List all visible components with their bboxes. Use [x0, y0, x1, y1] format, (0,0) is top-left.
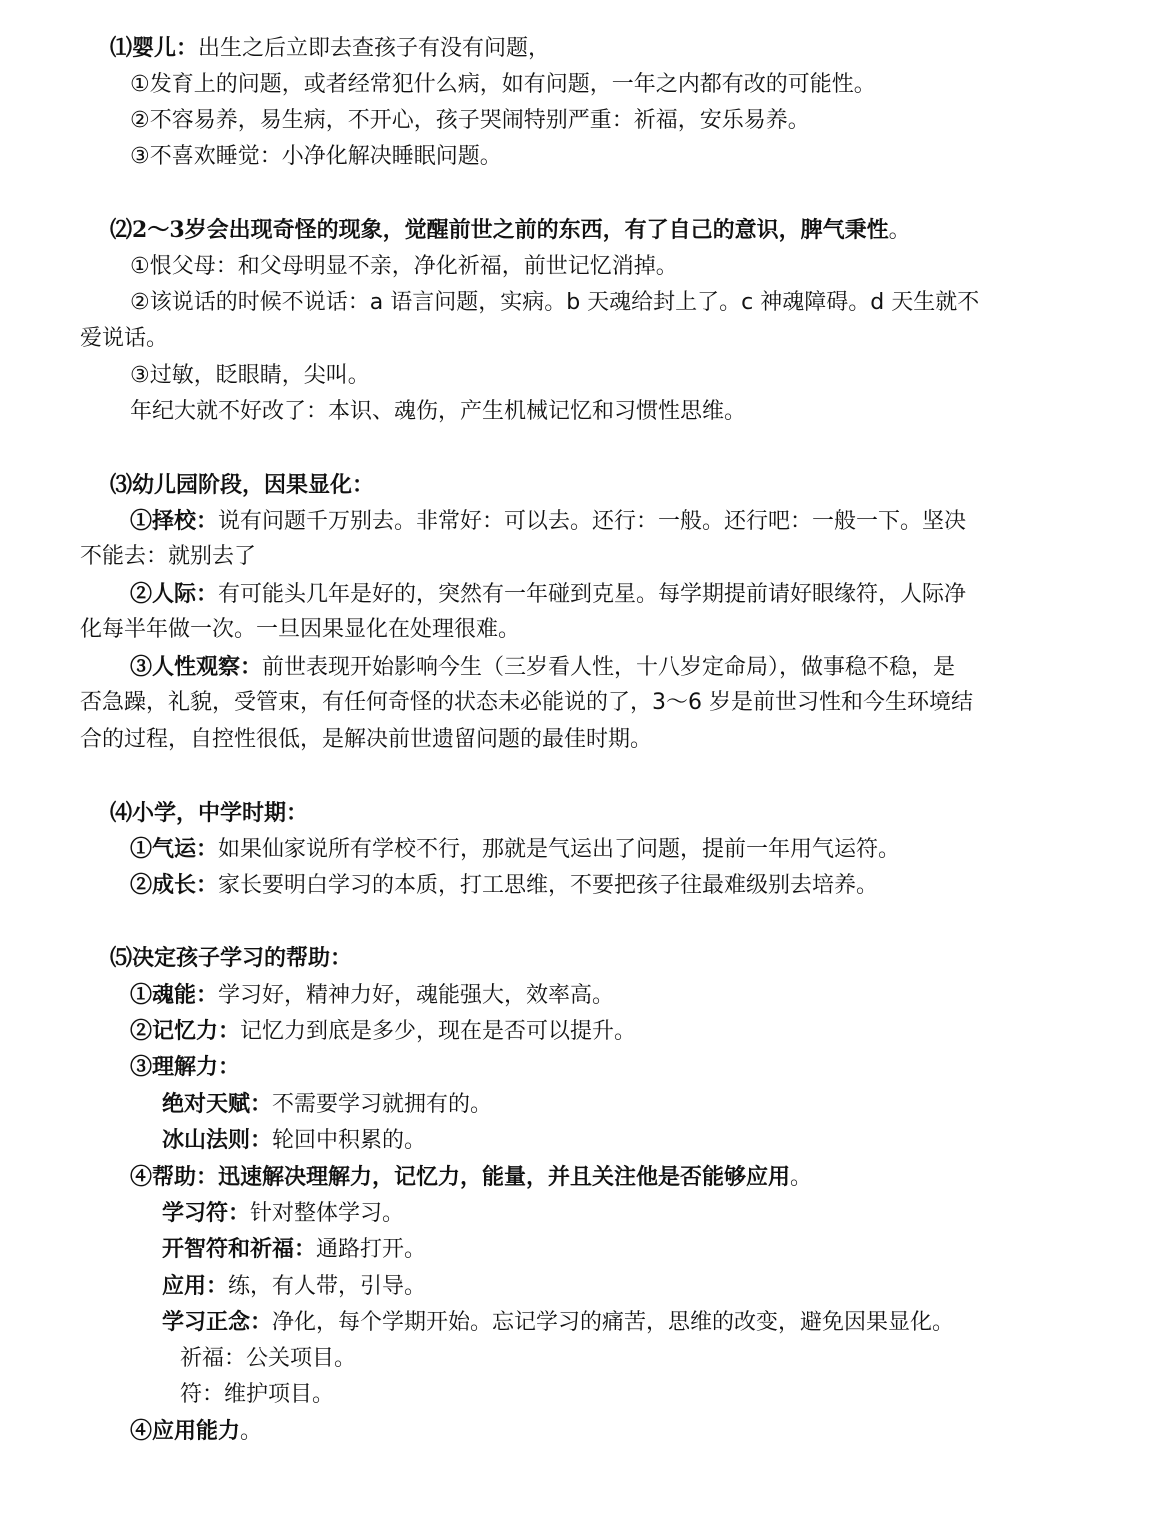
list-item-continuation: 合的过程，自控性很低，是解决前世遗留问题的最佳时期。: [80, 727, 653, 752]
list-item-continuation: 不能去：就别去了: [80, 544, 257, 569]
item-text: 净化，每个学期开始。忘记学习的痛苦，思维的改变，避免因果显化。: [272, 1310, 955, 1335]
item-number: ④: [130, 1418, 153, 1444]
list-item: [130, 652, 955, 682]
item-text: 说有问题千万别去。非常好：可以去。还行：一般。还行吧：一般一下。坚决: [218, 509, 967, 534]
heading-number: ⑸: [110, 945, 133, 971]
list-subitem: [180, 1380, 334, 1410]
item-label: 开智符和祈福：: [162, 1236, 317, 1262]
heading-label: 小学，中学时期：: [132, 800, 309, 826]
item-label: 绝对天赋：: [162, 1091, 273, 1117]
list-item: [130, 1416, 262, 1446]
list-item: [130, 870, 878, 900]
item-text: 祈福：公关项目。: [180, 1346, 357, 1371]
list-item: ①发育上的问题，或者经常犯什么病，如有问题，一年之内都有改的可能性。: [130, 72, 876, 97]
item-number: ②: [130, 872, 153, 898]
item-text: 练，有人带，引导。: [228, 1274, 427, 1299]
item-text: 通路打开。: [316, 1237, 427, 1262]
item-text: 记忆力到底是多少，现在是否可以提升。: [240, 1019, 637, 1044]
item-label: 成长：: [152, 872, 219, 898]
item-text: 有可能头几年是好的，突然有一年碰到克星。每学期提前请好眼缘符，人际净: [218, 582, 967, 607]
section-2-heading: [110, 215, 911, 245]
item-text: 。: [240, 1419, 263, 1444]
list-item: [130, 1016, 636, 1046]
item-label: 魂能：: [152, 982, 219, 1008]
list-subitem: [162, 1307, 954, 1337]
list-item: ②该说话的时候不说话：a 语言问题，实病。b 天魂给封上了。c 神魂障碍。d 天生就不: [130, 290, 980, 315]
item-text: 不需要学习就拥有的。: [272, 1092, 493, 1117]
item-number: ②: [130, 1018, 153, 1044]
item-text: 轮回中积累的。: [272, 1128, 427, 1153]
list-item: [130, 506, 966, 536]
list-subitem: [162, 1125, 426, 1155]
list-item: ③不喜欢睡觉：小净化解决睡眠问题。: [130, 144, 502, 169]
item-number: ①: [130, 982, 153, 1008]
item-label: 人际：: [152, 581, 219, 607]
section-1-heading: [110, 33, 550, 63]
heading-label: 2～3: [132, 217, 185, 243]
heading-number: ⑷: [110, 800, 133, 826]
list-item: [130, 1162, 812, 1192]
section-4-heading: [110, 798, 308, 828]
list-item-continuation: 否急躁，礼貌，受管束，有任何奇怪的状态未必能说的了，3～6 岁是前世习性和今生环境结: [80, 690, 973, 715]
list-item: 年纪大就不好改了：本识、魂伤，产生机械记忆和习惯性思维。: [130, 399, 747, 424]
item-text: 如果仙家说所有学校不行，那就是气运出了问题，提前一年用气运符。: [218, 837, 901, 862]
heading-label: 婴儿：: [132, 35, 199, 61]
item-text: 家长要明白学习的本质，打工思维，不要把孩子往最难级别去培养。: [218, 873, 879, 898]
list-item-continuation: 化每半年做一次。一旦因果显化在处理很难。: [80, 617, 521, 642]
heading-label: 幼儿园阶段，因果显化：: [132, 472, 375, 498]
item-text: 符：维护项目。: [180, 1382, 335, 1407]
item-text: 。: [790, 1165, 813, 1190]
list-subitem: [162, 1271, 426, 1301]
heading-text: 出生之后立即去查孩子有没有问题，: [198, 36, 551, 61]
item-number: ④: [130, 1164, 153, 1190]
list-item: ②不容易养，易生病，不开心，孩子哭闹特别严重：祈福，安乐易养。: [130, 108, 810, 133]
heading-text: 岁会出现奇怪的现象，觉醒前世之前的东西，有了自己的意识，脾气秉性: [184, 217, 889, 243]
item-number: ③: [130, 1054, 153, 1080]
heading-label: 决定孩子学习的帮助：: [132, 945, 353, 971]
item-label: 择校：: [152, 508, 219, 534]
heading-number: ⑵: [110, 217, 133, 243]
heading-number: ⑶: [110, 472, 133, 498]
item-number: ③: [130, 654, 153, 680]
item-label: 记忆力：: [152, 1018, 241, 1044]
list-item: [130, 834, 900, 864]
item-number: ②: [130, 581, 153, 607]
item-label: 学习符：: [162, 1200, 251, 1226]
item-text: 学习好，精神力好，魂能强大，效率高。: [218, 983, 615, 1008]
item-number: ①: [130, 508, 153, 534]
heading-number: ⑴: [110, 35, 133, 61]
item-label: 学习正念：: [162, 1309, 273, 1335]
item-label: 应用能力: [152, 1418, 241, 1444]
list-subitem: [162, 1198, 404, 1228]
section-3-heading: [110, 470, 374, 500]
list-subitem: [162, 1089, 492, 1119]
item-label: 理解力：: [152, 1054, 241, 1080]
item-label: 人性观察：: [152, 654, 263, 680]
section-5-heading: [110, 943, 352, 973]
list-subitem: [162, 1234, 426, 1264]
list-item: [130, 1052, 240, 1082]
list-item: ①恨父母：和父母明显不亲，净化祈福，前世记忆消掉。: [130, 254, 678, 279]
heading-end: 。: [888, 218, 911, 243]
item-number: ①: [130, 836, 153, 862]
item-label: 气运：: [152, 836, 219, 862]
list-item: ③过敏，眨眼睛，尖叫。: [130, 363, 370, 388]
list-item-continuation: 爱说话。: [80, 326, 169, 351]
list-subitem: [180, 1344, 356, 1374]
list-item: [130, 579, 966, 609]
item-label: 冰山法则：: [162, 1127, 273, 1153]
item-label: 帮助：迅速解决理解力，记忆力，能量，并且关注他是否能够应用: [152, 1164, 791, 1190]
item-label: 应用：: [162, 1273, 229, 1299]
item-text: 针对整体学习。: [250, 1201, 405, 1226]
item-text: 前世表现开始影响今生（三岁看人性，十八岁定命局），做事稳不稳，是: [262, 655, 956, 680]
list-item: [130, 980, 614, 1010]
